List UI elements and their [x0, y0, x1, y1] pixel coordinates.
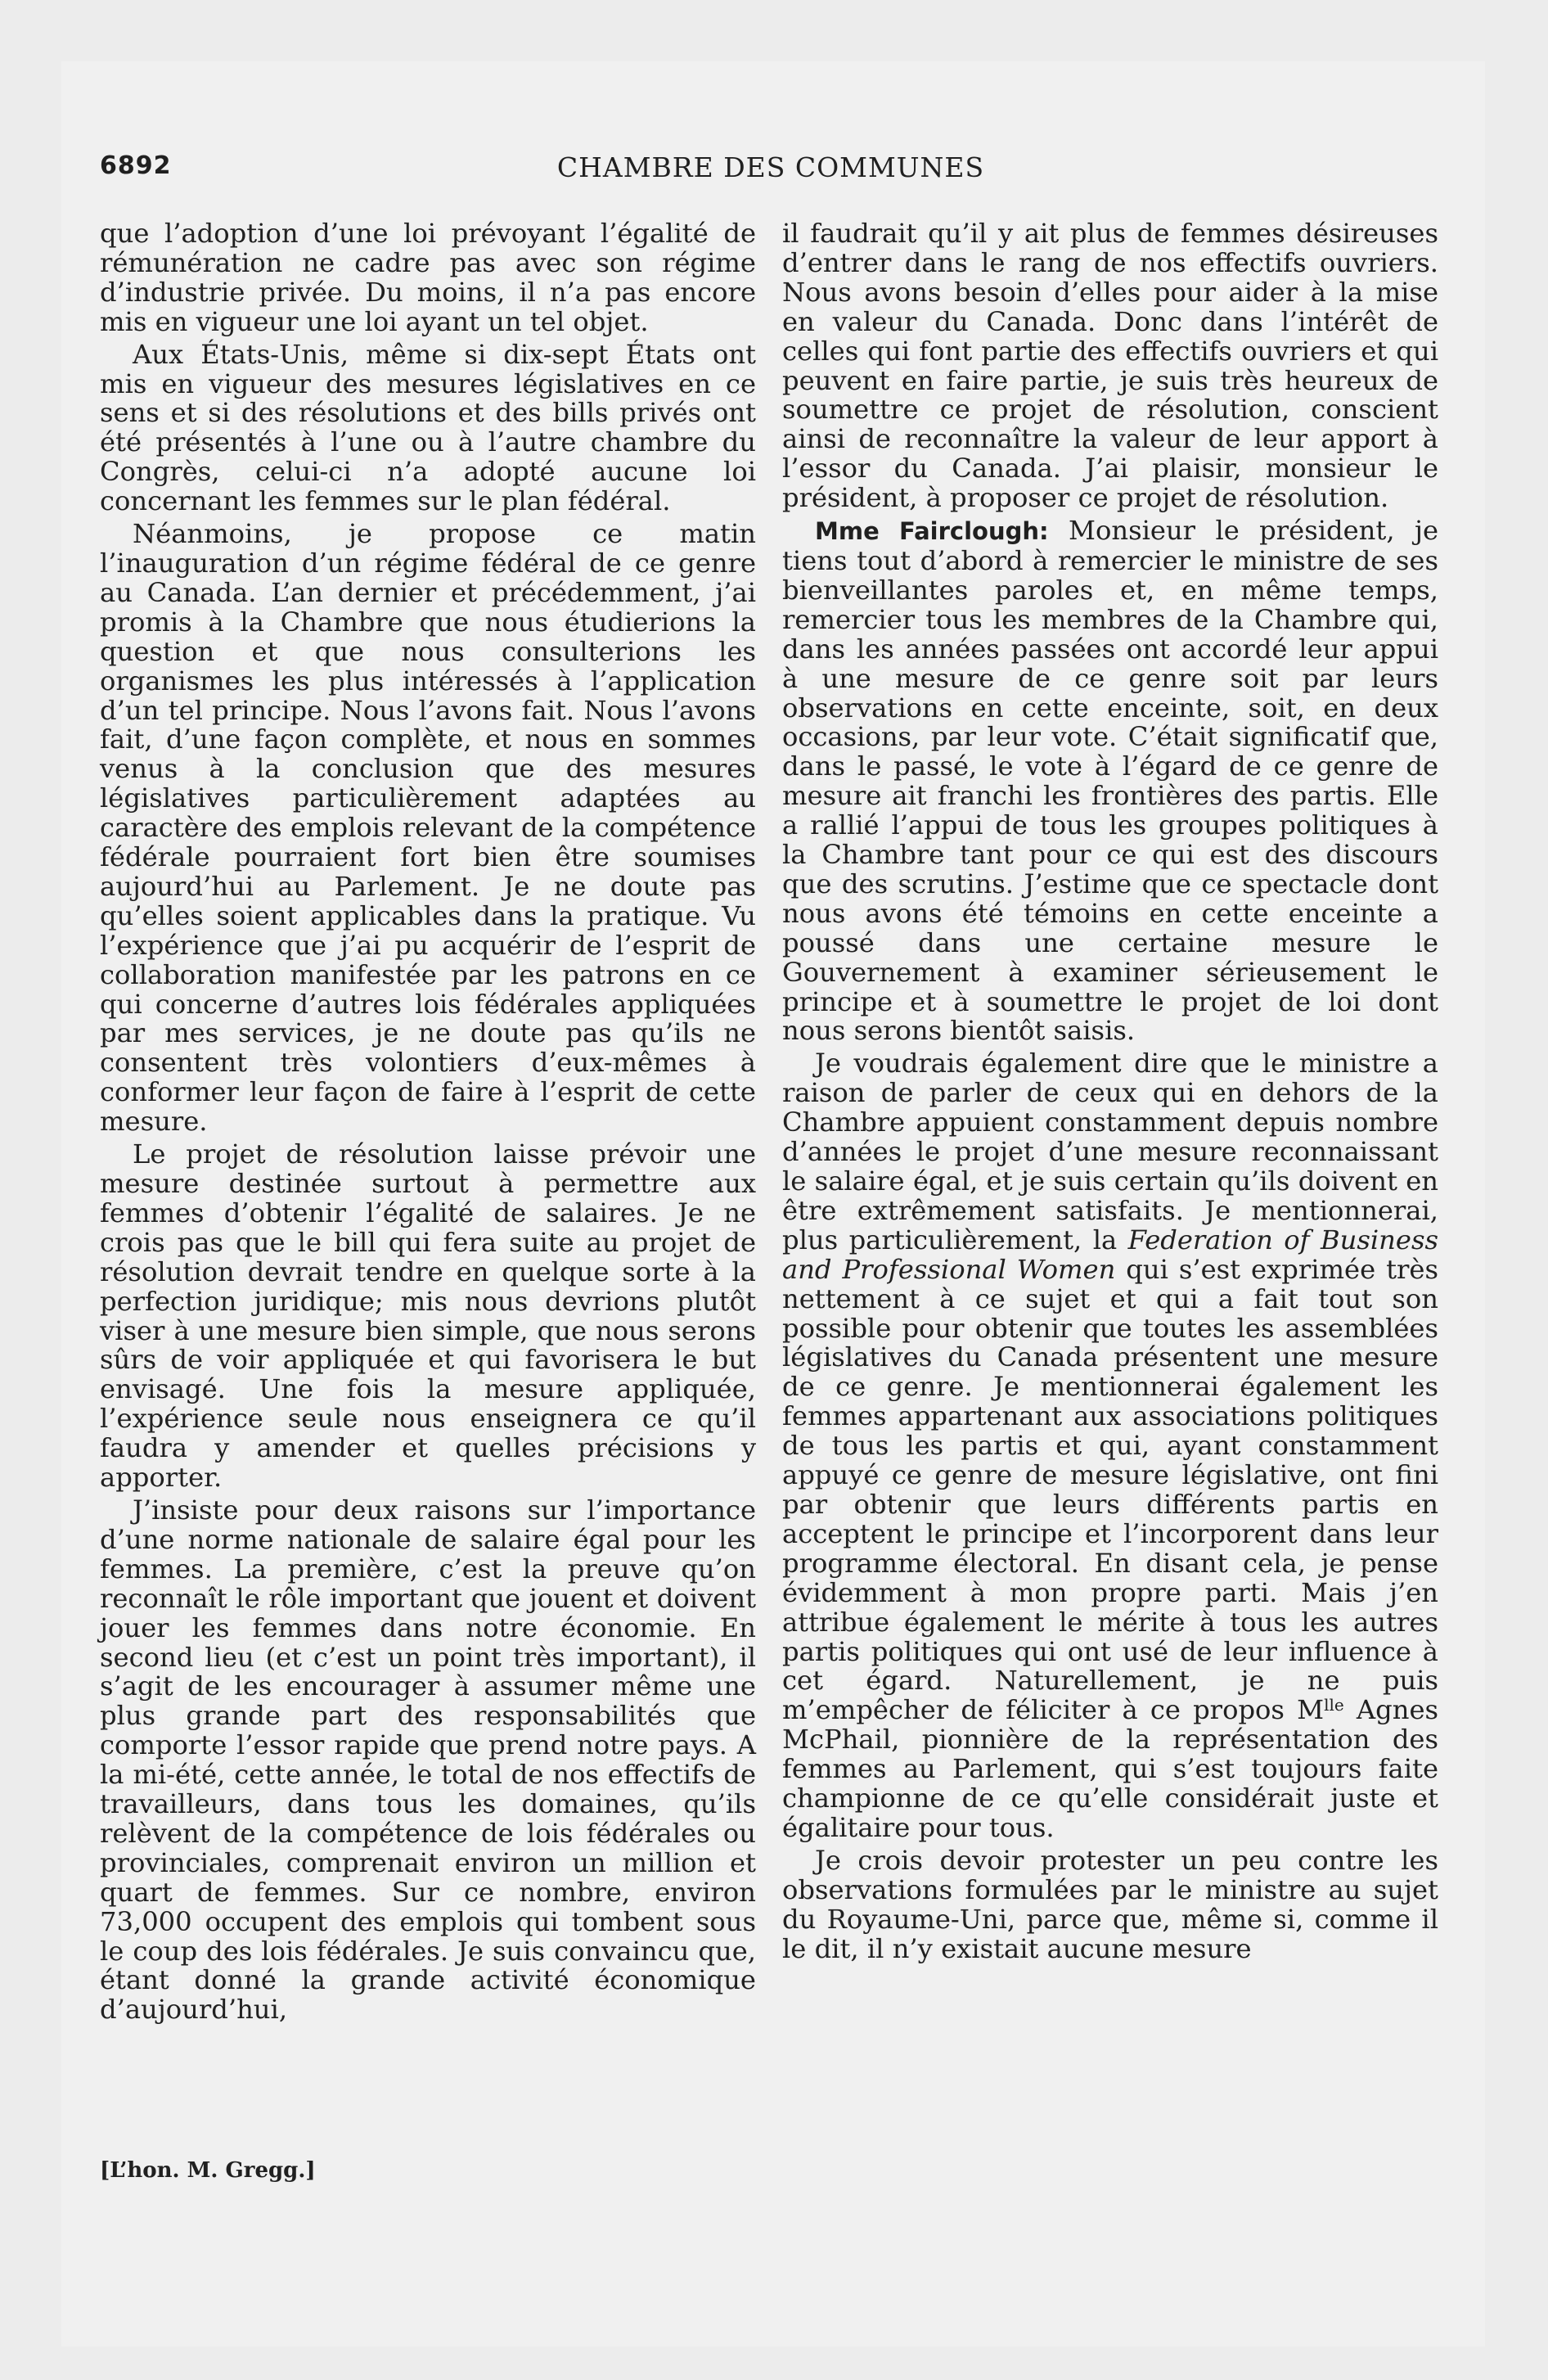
paragraph: Je crois devoir protester un peu contre les observations formulées par le ministre au sujet du Royaume-Uni, parce que, même si, comme il le dit, il n’y existait aucune mesure: [782, 1844, 1438, 1964]
paragraph: Aux États-Unis, même si dix-sept États ont mis en vigueur des mesures législatives en ce sens et si des résolutions et des bills privés ont été présentés à l’une ou à l’autre chambre du Congrès, celui-ci n’a adopté aucune loi concernant les femmes sur le plan fédéral.: [100, 338, 756, 517]
speech-text: Monsieur le président, je tiens tout d’abord à remercier le ministre de ses bienveillantes paroles et, en même temps, remercier tous les membres de la Chambre qui, dans les années passées ont accordé leur appui à une mesure de ce genre soit par leurs observations en cette enceinte, soit, en deux occasions, par leur vote. C’était significatif que, dans le passé, le vote à l’égard de ce genre de mesure ait franchi les frontières des partis. Elle a rallié l’appui de tous les groupes politiques à la Chambre tant pour ce qui est des discours que des scrutins. J’estime que ce spectacle dont nous avons été témoins en cette enceinte a poussé dans une certaine mesure le Gouvernement à examiner sérieusement le principe et à soumettre le projet de loi dont nous serons bientôt saisis.: [782, 515, 1438, 1047]
speech-paragraph: [782, 516, 1438, 1046]
paragraph-text: Agnes McPhail, pionnière de la représentation des femmes au Parlement, qui s’est toujours faite championne de ce qu’elle considérait juste et égalitaire pour tous.: [782, 1694, 1439, 1843]
page-number: 6892: [100, 151, 172, 180]
organization-name: Federation of Business and Professional Women: [782, 1224, 1438, 1285]
page-header: [100, 151, 1442, 192]
right-column: [782, 219, 1438, 1963]
left-column: [100, 219, 756, 2025]
title-superscript: lle: [1324, 1695, 1344, 1715]
running-title: CHAMBRE DES COMMUNES: [556, 151, 985, 183]
paragraph: J’insiste pour deux raisons sur l’importance d’une norme nationale de salaire égal pour les femmes. La première, c’est la preuve qu’on reconnaît le rôle important que jouent et doivent jouer les femmes dans notre économie. En second lieu (et c’est un point très important), il s’agit de les encourager à assumer même une plus grande part des responsabilités que comporte l’essor rapide que prend notre pays. A la mi-été, cette année, le total de nos effectifs de travailleurs, dans tous les domaines, qu’ils relèvent de la compétence de lois fédérales ou provinciales, comprenait environ un million et quart de femmes. Sur ce nombre, environ 73,000 occupent des emplois qui tombent sous le coup des lois fédérales. Je suis convaincu que, étant donné la grande activité économique d’aujourd’hui,: [100, 1494, 756, 2026]
paragraph: que l’adoption d’une loi prévoyant l’égalité de rémunération ne cadre pas avec son régime d’industrie privée. Du moins, il n’a pas encore mis en vigueur une loi ayant un tel objet.: [100, 218, 756, 337]
paragraph: [782, 1049, 1438, 1842]
paragraph: il faudrait qu’il y ait plus de femmes désireuses d’entrer dans le rang de nos effectifs ouvriers. Nous avons besoin d’elles pour aider à la mise en valeur du Canada. Donc dans l’intérêt de celles qui font partie des effectifs ouvriers et qui peuvent en faire partie, je suis très heureux de soumettre ce projet de résolution, conscient ainsi de reconnaître la valeur de leur apport à l’essor du Canada. J’ai plaisir, monsieur le président, à proposer ce projet de résolution.: [782, 218, 1438, 514]
paragraph-text: Je voudrais également dire que le ministre a raison de parler de ceux qui en dehors de la Chambre appuient constamment depuis nombre d’années le projet d’une mesure reconnaissant le salaire égal, et je suis certain qu’ils doivent en être extrêmement satisfaits. Je mentionnerai, plus particulièrement, la: [782, 1048, 1438, 1255]
paragraph: Le projet de résolution laisse prévoir une mesure destinée surtout à permettre aux femmes d’obtenir l’égalité de salaires. Je ne crois pas que le bill qui fera suite au projet de résolution devrait tendre en quelque sorte à la perfection juridique; mis nous devrions plutôt viser à une mesure bien simple, que nous serons sûrs de voir appliquée et qui favorisera le but envisagé. Une fois la mesure appliquée, l’expérience seule nous enseignera ce qu’il faudra y amender et quelles précisions y apporter.: [100, 1138, 756, 1494]
speaker-name: Mme Fairclough:: [815, 517, 1049, 546]
speaker-reference: [L’hon. M. Gregg.]: [100, 2158, 316, 2183]
paragraph-text: qui s’est exprimée très nettement à ce sujet et qui a fait tout son possible pour obtenir que toutes les assemblées législatives du Canada présentent une mesure de ce genre. Je mentionnerai également les femmes appartenant aux associations politiques de tous les partis et qui, ayant constamment appuyé ce genre de mesure législative, ont fini par obtenir que leurs différents partis en acceptent le principe et l’incorporent dans leur programme électoral. En disant cela, je pense évidemment à mon propre parti. Mais j’en attribue également le mérite à tous les autres partis politiques qui ont usé de leur influence à cet égard. Naturellement, je ne puis m’empêcher de féliciter à ce propos M: [782, 1253, 1438, 1726]
paragraph: Néanmoins, je propose ce matin l’inauguration d’un régime fédéral de ce genre au Canada. L’an dernier et précédemment, j’ai promis à la Chambre que nous étudierions la question et que nous consulterions les organismes les plus intéressés à l’application d’un tel principe. Nous l’avons fait. Nous l’avons fait, d’une façon complète, et nous en sommes venus à la conclusion que des mesures législatives particulièrement adaptées au caractère des emplois relevant de la compétence fédérale pourraient fort bien être soumises aujourd’hui au Parlement. Je ne doute pas qu’elles soient applicables dans la pratique. Vu l’expérience que j’ai pu acquérir de l’esprit de collaboration manifestée par les patrons en ce qui concerne d’autres lois fédérales appliquées par mes services, je ne doute pas qu’ils ne consentent très volontiers d’eux-mêmes à conformer leur façon de faire à l’esprit de cette mesure.: [100, 518, 756, 1138]
